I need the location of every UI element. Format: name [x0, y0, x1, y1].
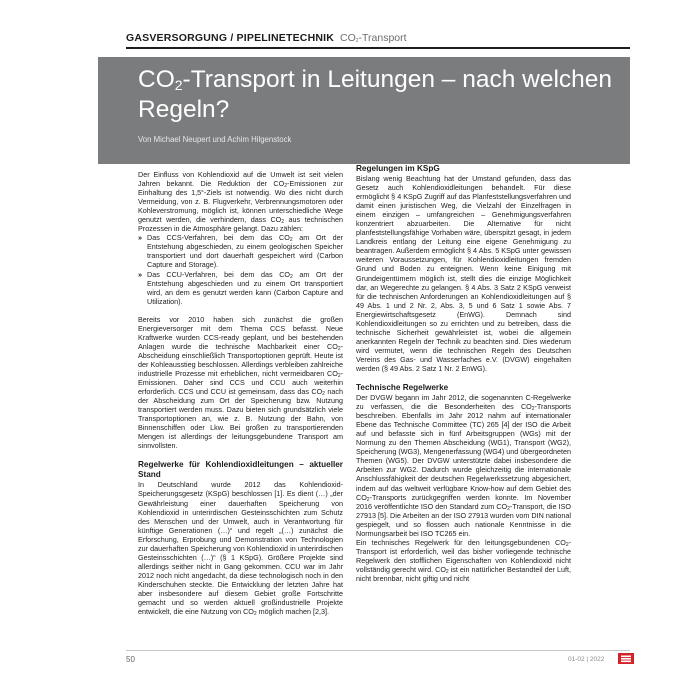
page-number: 50	[126, 655, 135, 664]
section-subtopic: $CO_2$-Transport	[339, 32, 407, 44]
header-rule	[126, 47, 630, 49]
list-item-ccu: » Das CCU-Verfahren, bei dem das $CO_2$ am Ort der Entstehung abgeschieden und zu einem Ort transportiert wird, an dem es genutzt werden kann (Carbon Capture and Utilization).	[138, 269, 343, 306]
footer-rule	[126, 650, 630, 651]
heading-regelwerke: Regelwerke für Kohlendioxidleitungen – aktueller Stand	[138, 460, 343, 480]
section-category: GASVERSORGUNG / PIPELINETECHNIK	[126, 32, 335, 44]
issue-reference: 01-02 | 2022	[568, 656, 605, 663]
article-authors: Von Michael Neupert und Achim Hilgenstock	[138, 135, 292, 144]
text-column-right	[356, 164, 571, 583]
process-list	[138, 233, 343, 305]
background-paragraph: Bereits vor 2010 haben sich zunächst die großen Energieversorger mit dem Thema CCS befasst. Neue Kraftwerke wurden CCS-ready geplant, und bei bestehenden Anlagen wurde die technische Machbarkeit einer $CO_2$-Abscheidung einschließlich Transportoptionen geprüft. Heute ist der Kohleausstieg beschlossen. Allerdings verbleiben zahlreiche industrielle Prozesse mit erheblichen, nicht vermeidbaren $CO_2$-Emissionen. Daher sind CCS und CCU auch weiterhin erforderlich. CCS und CCU ist gemeinsam, dass das $CO_2$ nach der Abscheidung zum Ort der Speicherung bzw. Nutzung transportiert werden muss. Dazu bieten sich grundsätzlich viele Transportoptionen an, wie z. B. Nutzung der Bahn, von Binnenschiffen oder Lkw. Bei großen zu transportierenden Mengen ist allerdings der leitungsgebundene Transport am sinnvollsten.	[138, 314, 343, 451]
kspg-rules-paragraph: Bislang wenig Beachtung hat der Umstand gefunden, dass das Gesetz auch Kohlendioxidleitungen behandelt. Für diese ermöglicht § 4 KSpG Zugriff auf das Planfeststellungsverfahren und damit einen juristischen Weg, die Vielzahl der Einzelfragen in einem einzigen – umfangreichen – Genehmigungsverfahren konzentriert abzuarbeiten. Die Alternative für nicht planfeststellungsfähige Vorhaben wäre, überspitzt gesagt, in jedem Landkreis entlang der Leitung eine eigene Genehmigung zu beantragen. Außerdem ermöglicht § 4 Abs. 5 KSpG unter gewissen weiteren Voraussetzungen, für Kohlendioxidleitungen fremden Grund und Boden zu enteignen. Wenn keine Einigung mit Grundeigentümern möglich ist, stellt dies die einzige Möglichkeit dar, an Wegerechte zu gelangen. § 4 Abs. 3 Satz 2 KSpG verweist für die technischen Anforderungen an Kohlendioxidleitungen auf § 49 Abs. 1 und 2 Nr. 2, Abs. 3, 5 und 6 Satz 1 sowie Abs. 7 Energiewirtschaftsgesetz (EnWG). Demnach sind Kohlendioxidleitungen so zu errichten und zu betreiben, dass die technische Sicherheit gewährleistet ist, wobei die allgemein anerkannten Regeln der Technik zu beachten sind. Dies wiederum wird vermutet, wenn die technischen Regeln des Deutschen Vereins des Gas- und Wasserfaches e.V. (DVGW) eingehalten werden (§ 49 Abs. 2 Satz 1 Nr. 2 EnWG).	[356, 174, 571, 373]
bullet-marker: »	[138, 269, 142, 279]
dvgw-paragraph: Der DVGW begann im Jahr 2012, die sogenannten C-Regelwerke zu verfassen, die die Besonderheiten des $CO_2$-Transports beschreiben. Ebenfalls im Jahr 2012 nahm auf internationaler Ebene das Technische Committee (TC) 265 [4] der ISO die Arbeit auf und befasste sich in fünf Arbeitsgruppen (WGs) mit der Normung zu den Themen Abscheidung (WG1), Transport (WG2), Speicherung (WG3), Mengenerfassung (WG4) und übergeordneten Themen (WG5). Der DVGW unterstützte dabei insbesondere die Arbeiten zur WG2. Dadurch wurde gleichzeitig die internationale Anschlussfähigkeit der deutschen Regelwerkssetzung abgesichert, indem auf das weltweit verfügbare Know-how auf dem Gebiet des $CO_2$-Transports zurückgegriffen werden konnte. Im November 2016 veröffentlichte ISO den Standard zum $CO_2$-Transport, die ISO 27913 [5]. Die Arbeiten an der ISO 27913 wurden vom DIN national gespiegelt, und so flossen auch nationale Kenntnisse in die Normungsarbeit bei ISO TC265 ein.	[356, 393, 571, 538]
heading-technische-regelwerke: Technische Regelwerke	[356, 383, 449, 393]
article-title: $CO_2$-Transport in Leitungen – nach welchen Regeln?	[138, 66, 613, 123]
heading-kspg: Regelungen im KSpG	[356, 164, 440, 173]
publisher-logo-icon	[618, 653, 634, 664]
bullet-marker: »	[138, 233, 142, 243]
list-item-ccs: » Das CCS-Verfahren, bei dem das $CO_2$ am Ort der Entstehung abgeschieden, zu einem geologischen Speicher transportiert und dort dauerhaft gespeichert wird (Carbon Capture and Storage).	[138, 233, 343, 270]
text-column-left	[138, 170, 343, 616]
intro-paragraph: Der Einfluss von Kohlendioxid auf die Umwelt ist seit vielen Jahren bekannt. Die Reduktion der $CO_2$-Emissionen zur Einhaltung des 1,5°-Ziels ist notwendig. Wo dies nicht durch Vermeidung, von z. B. Flugverkehr, Verbrennungsmotoren oder Kohleverstromung, möglich ist, können unterschiedliche Wege genutzt werden, die verhindern, dass $CO_2$ aus technischen Prozessen in die Atmosphäre gelangt. Dazu zählen:	[138, 170, 343, 234]
section-header	[126, 30, 630, 46]
kspg-paragraph: In Deutschland wurde 2012 das Kohlendioxid-Speicherungsgesetz (KSpG) beschlossen [1]. Es dient (…) „der Gewährleistung einer dauerhaften Speicherung von Kohlendioxid in unterirdischen Gesteinsschichten zum Schutz des Menschen und der Umwelt, auch in Verantwortung für künftige Generationen (…)“ und regelt „(…) zunächst die Erforschung, Erprobung und Demonstration von Technologien zur dauerhaften Speicherung von Kohlendioxid in unterirdischen Gesteinsschichten (…)“ (§ 1 KSpG). Größere Projekte sind allerdings seither nicht in Gang gekommen. CCU war im Jahr 2012 noch nicht angedacht, da diese technologisch noch in den Kinderschuhen steckte. Die Entwicklung der letzten Jahre hat aber insbesondere auf diesem Gebiet große Fortschritte gemacht und so werden aktuell großindustrielle Projekte entwickelt, die eine Nutzung von $CO_2$ möglich machen [2,3].	[138, 480, 343, 618]
requirement-paragraph: Ein technisches Regelwerk für den leitungsgebundenen $CO_2$-Transport ist erforderlich, weil das bisher vorliegende technische Regelwerk den stofflichen Eigenschaften von Kohlendioxid nicht vollständig gerecht wird. $CO_2$ ist ein natürlicher Bestandteil der Luft, nicht brennbar, nicht giftig und nicht	[356, 537, 571, 583]
